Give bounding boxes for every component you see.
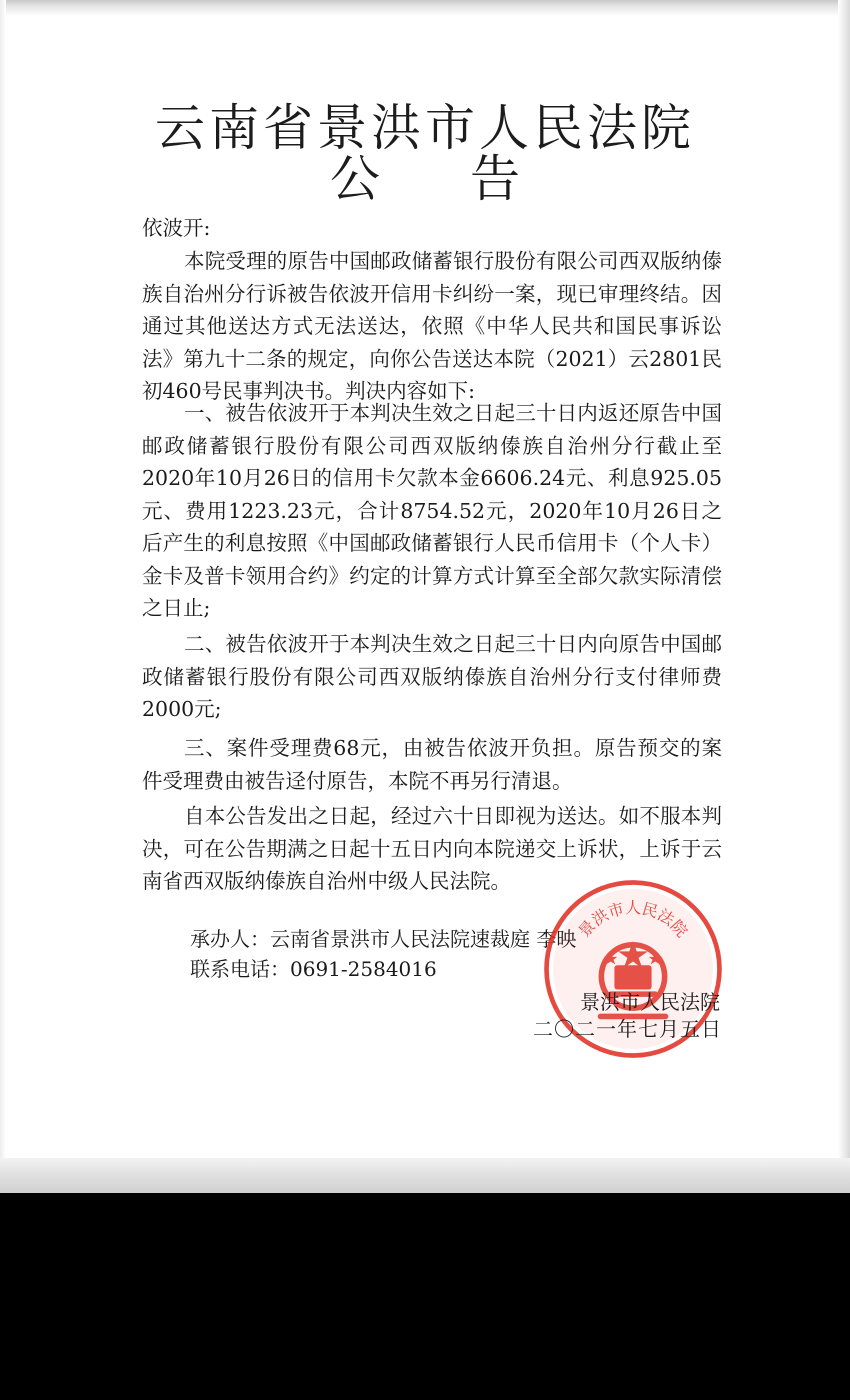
signature-court: 景洪市人民法院 xyxy=(580,990,720,1014)
paragraph-service: 自本公告发出之日起，经过六十日即视为送达。如不服本判决，可在公告期满之日起十五日内向本院递交上诉状，上诉于云南省西双版纳傣族自治州中级人民法院。 xyxy=(142,804,722,893)
addressee: 依波开: xyxy=(142,216,211,240)
case-handler: 承办人：云南省景洪市人民法院速裁庭 李映 xyxy=(190,927,577,951)
contact-phone: 联系电话：0691-2584016 xyxy=(190,957,437,981)
seal-text: 景洪市人民法院 xyxy=(574,898,692,941)
title-char-1: 公 xyxy=(330,150,380,208)
paragraph-ruling-1: 一、被告依波开于本判决生效之日起三十日内返还原告中国邮政储蓄银行股份有限公司西双版纳傣族自治州分行截止至2020年10月26日的信用卡欠款本金6606.24元、利息925.05元、费用1223.23元，合计8754.52元，2020年10月26日之后产生的利息按照《中国邮政储蓄银行人民币信用卡（个人卡）金卡及普卡领用合约》约定的计算方式计算至全部欠款实际清偿之日止; xyxy=(142,401,722,620)
paragraph-ruling-2: 二、被告依波开于本判决生效之日起三十日内向原告中国邮政储蓄银行股份有限公司西双版纳傣族自治州分行支付律师费2000元; xyxy=(142,632,722,721)
court-name: 云南省景洪市人民法院 xyxy=(155,99,695,157)
notice-title xyxy=(0,150,850,208)
paragraph-intro: 本院受理的原告中国邮政储蓄银行股份有限公司西双版纳傣族自治州分行诉被告依波开信用卡纠纷一案，现已审理终结。因通过其他送达方式无法送达，依照《中华人民共和国民事诉讼法》第九十二条的规定，向你公告送达本院（2021）云2801民初460号民事判决书。判决内容如下: xyxy=(142,249,722,403)
title-char-2: 告 xyxy=(470,150,520,208)
scan-top-edge xyxy=(0,0,850,16)
scan-bottom-edge xyxy=(0,1158,850,1193)
paragraph-ruling-3: 三、案件受理费68元，由被告依波开负担。原告预交的案件受理费由被告迳付原告，本院不再另行清退。 xyxy=(142,736,722,793)
signature-date: 二〇二一年七月五日 xyxy=(533,1017,722,1041)
